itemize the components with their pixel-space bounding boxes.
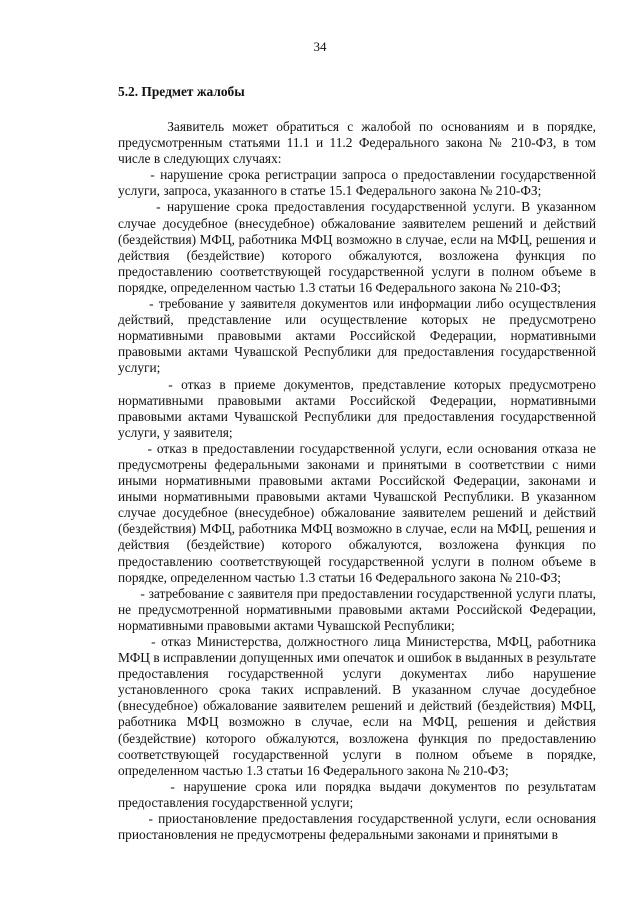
paragraph-item: - приостановление предоставления государственной услуги, если основания приостановления не предусмотрены федеральными законами и принятыми в <box>118 811 600 843</box>
paragraph-item: - отказ Министерства, должностного лица Министерства, МФЦ, работника МФЦ в исправлении допущенных ими опечаток и ошибок в выданных в результате предоставления государственной услуги документах либо нарушение установленного срока таких исправлений. В указанном случае досудебное (внесудебное) обжалование заявителем решений и действий (бездействия) МФЦ, работника МФЦ возможно в случае, если на МФЦ, решения и действия (бездействие) которого обжалуются, возложена функция по предоставлению соответствующей государственной услуги в полном объеме в порядке, определенном частью 1.3 статьи 16 Федерального закона № 210-ФЗ; <box>118 634 600 778</box>
paragraph-item: - требование у заявителя документов или информации либо осуществления действий, представление или осуществление которых не предусмотрено нормативными правовыми актами Российской Федерации, нормативными правовыми актами Чувашской Республики для предоставления государственной услуги; <box>118 296 600 376</box>
paragraph-item: - затребование с заявителя при предоставлении государственной услуги платы, не предусмотренной нормативными правовыми актами Российской Федерации, нормативными правовыми актами Чувашской Республики; <box>118 585 600 633</box>
paragraph-item: - нарушение срока предоставления государственной услуги. В указанном случае досудебное (внесудебное) обжалование заявителем решений и действий (бездействия) МФЦ, работника МФЦ возможно в случае, если на МФЦ, решения и действия (бездействие) которого обжалуются, возложена функция по предоставлению соответствующей государственной услуги в полном объеме в порядке, определенном частью 1.3 статьи 16 Федерального закона № 210-ФЗ; <box>118 199 600 295</box>
paragraph-item: - нарушение срока регистрации запроса о предоставлении государственной услуги, запроса, указанного в статье 15.1 Федерального закона № 210-ФЗ; <box>118 167 600 199</box>
paragraph-item: - отказ в предоставлении государственной услуги, если основания отказа не предусмотрены федеральными законами и принятыми в соответствии с ними иными нормативными правовыми актами Российской Федерации, законами и иными нормативными правовыми актами Чувашской Республики. В указанном случае досудебное (внесудебное) обжалование заявителем решений и действий (бездействия) МФЦ, работника МФЦ возможно в случае, если на МФЦ, решения и действия (бездействие) которого обжалуются, возложена функция по предоставлению соответствующей государственной услуги в полном объеме в порядке, определенном частью 1.3 статьи 16 Федерального закона № 210-ФЗ; <box>118 440 600 585</box>
paragraph-item: - отказ в приеме документов, представление которых предусмотрено нормативными правовыми актами Российской Федерации, нормативными правовыми актами Чувашской Республики для предоставления государственной услуги, у заявителя; <box>118 376 600 440</box>
paragraph-item: - нарушение срока или порядка выдачи документов по результатам предоставления государственной услуги; <box>118 778 600 810</box>
paragraph-intro: Заявитель может обратиться с жалобой по основаниям и в порядке, предусмотренным статьями 11.1 и 11.2 Федерального закона № 210-ФЗ, в том числе в следующих случаях: <box>118 119 600 167</box>
document-body <box>118 119 600 843</box>
page-number: 34 <box>313 39 327 54</box>
section-heading: 5.2. Предмет жалобы <box>118 84 245 99</box>
